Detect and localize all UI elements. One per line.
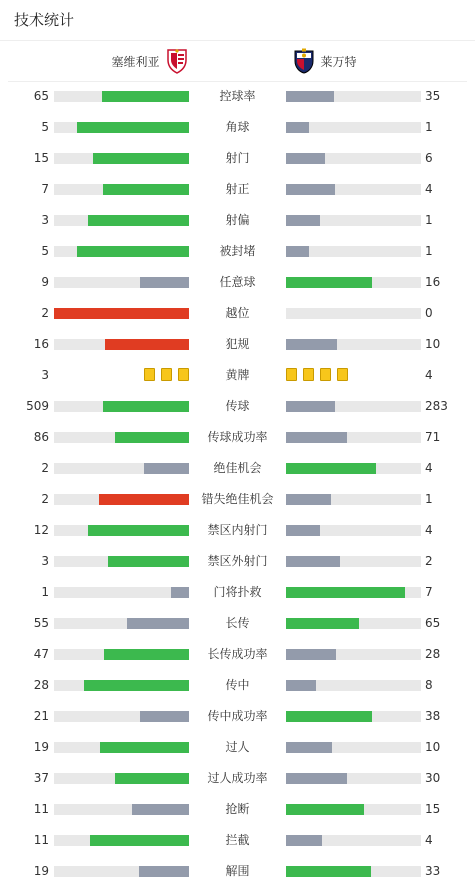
home-bar-track bbox=[54, 91, 189, 102]
away-value: 6 bbox=[425, 151, 433, 165]
stat-label: 门将扑救 bbox=[213, 585, 262, 599]
away-value: 1 bbox=[425, 213, 433, 227]
home-value: 3 bbox=[41, 213, 49, 227]
away-bar-track bbox=[286, 463, 421, 474]
away-bar-track bbox=[286, 680, 421, 691]
stats-list bbox=[0, 81, 475, 887]
stat-row bbox=[0, 484, 475, 515]
stat-row bbox=[0, 174, 475, 205]
away-bar-fill bbox=[286, 680, 316, 691]
home-bar-track bbox=[54, 711, 189, 722]
home-value: 21 bbox=[33, 709, 49, 723]
stat-label: 长传成功率 bbox=[207, 647, 268, 661]
home-value: 2 bbox=[41, 306, 49, 320]
home-value: 19 bbox=[33, 864, 49, 878]
home-value: 47 bbox=[33, 647, 49, 661]
home-bar-fill bbox=[144, 463, 189, 474]
away-bar-track bbox=[286, 866, 421, 877]
away-value: 4 bbox=[425, 182, 433, 196]
away-value: 283 bbox=[425, 399, 448, 413]
stat-label: 禁区内射门 bbox=[207, 523, 268, 537]
home-bar-fill bbox=[140, 711, 189, 722]
away-value: 33 bbox=[425, 864, 441, 878]
stat-row bbox=[0, 267, 475, 298]
page-header bbox=[0, 0, 475, 41]
stat-label: 解围 bbox=[225, 864, 250, 878]
away-value: 2 bbox=[425, 554, 433, 568]
home-bar-fill bbox=[104, 649, 189, 660]
away-value: 1 bbox=[425, 120, 433, 134]
away-bar-track bbox=[286, 184, 421, 195]
stat-row bbox=[0, 236, 475, 267]
home-team[interactable] bbox=[111, 41, 187, 81]
home-value: 37 bbox=[33, 771, 49, 785]
away-value: 4 bbox=[425, 461, 433, 475]
home-bar-fill bbox=[115, 432, 189, 443]
away-bar-fill bbox=[286, 494, 331, 505]
stat-row bbox=[0, 298, 475, 329]
away-value: 7 bbox=[425, 585, 433, 599]
away-bar-fill bbox=[286, 432, 347, 443]
home-bar-fill bbox=[127, 618, 189, 629]
home-value: 11 bbox=[33, 833, 49, 847]
stat-label: 任意球 bbox=[219, 275, 256, 289]
stat-row bbox=[0, 670, 475, 701]
stat-label: 绝佳机会 bbox=[213, 461, 262, 475]
home-bar-fill bbox=[103, 184, 189, 195]
home-team-crest-icon bbox=[166, 48, 188, 74]
home-bar-track bbox=[54, 742, 189, 753]
stat-label: 被封堵 bbox=[219, 244, 256, 258]
away-bar-fill bbox=[286, 401, 335, 412]
away-bar-fill bbox=[286, 122, 309, 133]
home-value: 65 bbox=[33, 89, 49, 103]
home-value: 15 bbox=[33, 151, 49, 165]
stat-label: 过人 bbox=[225, 740, 250, 754]
away-bar-fill bbox=[286, 215, 320, 226]
away-value: 1 bbox=[425, 244, 433, 258]
yellow-card-icon bbox=[303, 368, 314, 381]
stat-row bbox=[0, 546, 475, 577]
away-bar-track bbox=[286, 804, 421, 815]
home-bar-track bbox=[54, 122, 189, 133]
home-team-name: 塞维利亚 bbox=[111, 54, 160, 69]
away-bar-fill bbox=[286, 339, 337, 350]
stat-row bbox=[0, 794, 475, 825]
home-bar-track bbox=[54, 153, 189, 164]
stat-label: 控球率 bbox=[219, 89, 256, 103]
away-bar-track bbox=[286, 711, 421, 722]
away-team-name: 莱万特 bbox=[320, 54, 357, 69]
stat-row bbox=[0, 422, 475, 453]
stat-row bbox=[0, 763, 475, 794]
home-bar-fill bbox=[139, 866, 189, 877]
home-value: 9 bbox=[41, 275, 49, 289]
stat-row bbox=[0, 732, 475, 763]
away-bar-fill bbox=[286, 587, 405, 598]
stat-row bbox=[0, 360, 475, 391]
home-value: 86 bbox=[33, 430, 49, 444]
stat-label: 越位 bbox=[225, 306, 250, 320]
stat-label: 传中 bbox=[225, 678, 250, 692]
away-bar-track bbox=[286, 153, 421, 164]
away-value: 35 bbox=[425, 89, 441, 103]
away-bar-track bbox=[286, 742, 421, 753]
home-bar-track bbox=[54, 525, 189, 536]
away-bar-track bbox=[286, 308, 421, 319]
teams-row bbox=[8, 41, 467, 82]
stat-row bbox=[0, 577, 475, 608]
away-bar-fill bbox=[286, 525, 320, 536]
away-bar-track bbox=[286, 618, 421, 629]
away-bar-fill bbox=[286, 742, 332, 753]
away-bar-track bbox=[286, 649, 421, 660]
home-value: 12 bbox=[33, 523, 49, 537]
away-value: 28 bbox=[425, 647, 441, 661]
away-bar-track bbox=[286, 556, 421, 567]
stat-row bbox=[0, 205, 475, 236]
away-value: 16 bbox=[425, 275, 441, 289]
stat-row bbox=[0, 608, 475, 639]
page-title: 技术统计 bbox=[14, 11, 75, 29]
stat-label: 传球 bbox=[225, 399, 250, 413]
home-value: 11 bbox=[33, 802, 49, 816]
away-bar-fill bbox=[286, 277, 372, 288]
home-bar-fill bbox=[103, 401, 189, 412]
stat-row bbox=[0, 112, 475, 143]
home-bar-fill bbox=[77, 246, 189, 257]
away-value: 0 bbox=[425, 306, 433, 320]
stat-row bbox=[0, 639, 475, 670]
home-bar-fill bbox=[115, 773, 189, 784]
stat-row bbox=[0, 81, 475, 112]
home-bar-fill bbox=[140, 277, 189, 288]
home-bar-track bbox=[54, 835, 189, 846]
home-bar-fill bbox=[54, 308, 189, 319]
home-value: 509 bbox=[26, 399, 49, 413]
away-bar-fill bbox=[286, 711, 372, 722]
stat-label: 错失绝佳机会 bbox=[201, 492, 274, 506]
home-bar-fill bbox=[102, 91, 189, 102]
away-value: 15 bbox=[425, 802, 441, 816]
home-bar-track bbox=[54, 184, 189, 195]
home-yellow-cards bbox=[138, 368, 189, 382]
home-bar-track bbox=[54, 804, 189, 815]
away-bar-fill bbox=[286, 246, 309, 257]
home-bar-track bbox=[54, 308, 189, 319]
away-value: 10 bbox=[425, 740, 441, 754]
home-bar-track bbox=[54, 463, 189, 474]
away-value: 8 bbox=[425, 678, 433, 692]
home-bar-track bbox=[54, 339, 189, 350]
away-team-crest-icon bbox=[293, 48, 315, 74]
away-bar-track bbox=[286, 401, 421, 412]
home-bar-fill bbox=[100, 742, 189, 753]
home-bar-fill bbox=[99, 494, 189, 505]
away-value: 4 bbox=[425, 523, 433, 537]
away-value: 65 bbox=[425, 616, 441, 630]
home-value: 16 bbox=[33, 337, 49, 351]
home-bar-fill bbox=[171, 587, 189, 598]
away-bar-track bbox=[286, 432, 421, 443]
away-value: 10 bbox=[425, 337, 441, 351]
home-bar-track bbox=[54, 866, 189, 877]
home-bar-fill bbox=[93, 153, 189, 164]
away-value: 4 bbox=[425, 833, 433, 847]
home-value: 2 bbox=[41, 461, 49, 475]
stat-label: 射正 bbox=[225, 182, 250, 196]
home-bar-track bbox=[54, 432, 189, 443]
home-bar-track bbox=[54, 680, 189, 691]
away-bar-fill bbox=[286, 184, 335, 195]
home-value: 19 bbox=[33, 740, 49, 754]
home-value: 5 bbox=[41, 244, 49, 258]
home-bar-fill bbox=[108, 556, 189, 567]
stat-label: 过人成功率 bbox=[207, 771, 268, 785]
stat-row bbox=[0, 701, 475, 732]
away-bar-track bbox=[286, 91, 421, 102]
home-bar-fill bbox=[77, 122, 189, 133]
home-bar-track bbox=[54, 215, 189, 226]
home-bar-track bbox=[54, 277, 189, 288]
home-value: 55 bbox=[33, 616, 49, 630]
home-bar-fill bbox=[132, 804, 189, 815]
stat-row bbox=[0, 143, 475, 174]
stat-label: 角球 bbox=[225, 120, 250, 134]
home-bar-track bbox=[54, 618, 189, 629]
away-bar-track bbox=[286, 122, 421, 133]
away-bar-fill bbox=[286, 835, 322, 846]
away-bar-track bbox=[286, 215, 421, 226]
away-team[interactable] bbox=[293, 41, 357, 81]
stat-row bbox=[0, 391, 475, 422]
yellow-card-icon bbox=[337, 368, 348, 381]
away-bar-fill bbox=[286, 618, 359, 629]
home-value: 3 bbox=[41, 554, 49, 568]
stat-label: 拦截 bbox=[225, 833, 250, 847]
yellow-card-icon bbox=[161, 368, 172, 381]
away-bar-track bbox=[286, 835, 421, 846]
stat-row bbox=[0, 329, 475, 360]
away-value: 30 bbox=[425, 771, 441, 785]
stat-row bbox=[0, 856, 475, 887]
stat-label: 传中成功率 bbox=[207, 709, 268, 723]
home-bar-fill bbox=[88, 215, 189, 226]
away-bar-track bbox=[286, 587, 421, 598]
home-value: 2 bbox=[41, 492, 49, 506]
away-bar-fill bbox=[286, 649, 336, 660]
stat-label: 黄牌 bbox=[225, 368, 250, 382]
stat-row bbox=[0, 453, 475, 484]
yellow-card-icon bbox=[286, 368, 297, 381]
away-bar-fill bbox=[286, 804, 364, 815]
away-bar-fill bbox=[286, 91, 334, 102]
stat-row bbox=[0, 515, 475, 546]
home-value: 28 bbox=[33, 678, 49, 692]
home-value: 3 bbox=[41, 368, 49, 382]
home-value: 5 bbox=[41, 120, 49, 134]
home-bar-track bbox=[54, 649, 189, 660]
away-bar-fill bbox=[286, 463, 376, 474]
yellow-card-icon bbox=[144, 368, 155, 381]
home-value: 7 bbox=[41, 182, 49, 196]
away-bar-track bbox=[286, 525, 421, 536]
home-bar-fill bbox=[90, 835, 189, 846]
home-bar-fill bbox=[84, 680, 189, 691]
away-bar-track bbox=[286, 339, 421, 350]
away-value: 4 bbox=[425, 368, 433, 382]
home-bar-track bbox=[54, 587, 189, 598]
away-bar-fill bbox=[286, 153, 325, 164]
stat-label: 传球成功率 bbox=[207, 430, 268, 444]
away-value: 1 bbox=[425, 492, 433, 506]
yellow-card-icon bbox=[320, 368, 331, 381]
away-bar-track bbox=[286, 246, 421, 257]
stat-label: 犯规 bbox=[225, 337, 250, 351]
home-bar-track bbox=[54, 246, 189, 257]
away-bar-track bbox=[286, 494, 421, 505]
away-yellow-cards bbox=[286, 368, 354, 382]
away-bar-fill bbox=[286, 866, 371, 877]
stat-label: 长传 bbox=[225, 616, 250, 630]
stat-label: 抢断 bbox=[225, 802, 250, 816]
home-bar-track bbox=[54, 401, 189, 412]
away-value: 38 bbox=[425, 709, 441, 723]
home-bar-fill bbox=[105, 339, 189, 350]
home-value: 1 bbox=[41, 585, 49, 599]
stat-row bbox=[0, 825, 475, 856]
home-bar-track bbox=[54, 494, 189, 505]
away-bar-track bbox=[286, 773, 421, 784]
away-bar-track bbox=[286, 277, 421, 288]
stat-label: 射门 bbox=[225, 151, 250, 165]
away-value: 71 bbox=[425, 430, 441, 444]
away-bar-fill bbox=[286, 773, 347, 784]
home-bar-track bbox=[54, 773, 189, 784]
home-bar-track bbox=[54, 556, 189, 567]
yellow-card-icon bbox=[178, 368, 189, 381]
home-bar-fill bbox=[88, 525, 189, 536]
stat-label: 禁区外射门 bbox=[207, 554, 268, 568]
away-bar-fill bbox=[286, 556, 340, 567]
stat-label: 射偏 bbox=[225, 213, 250, 227]
